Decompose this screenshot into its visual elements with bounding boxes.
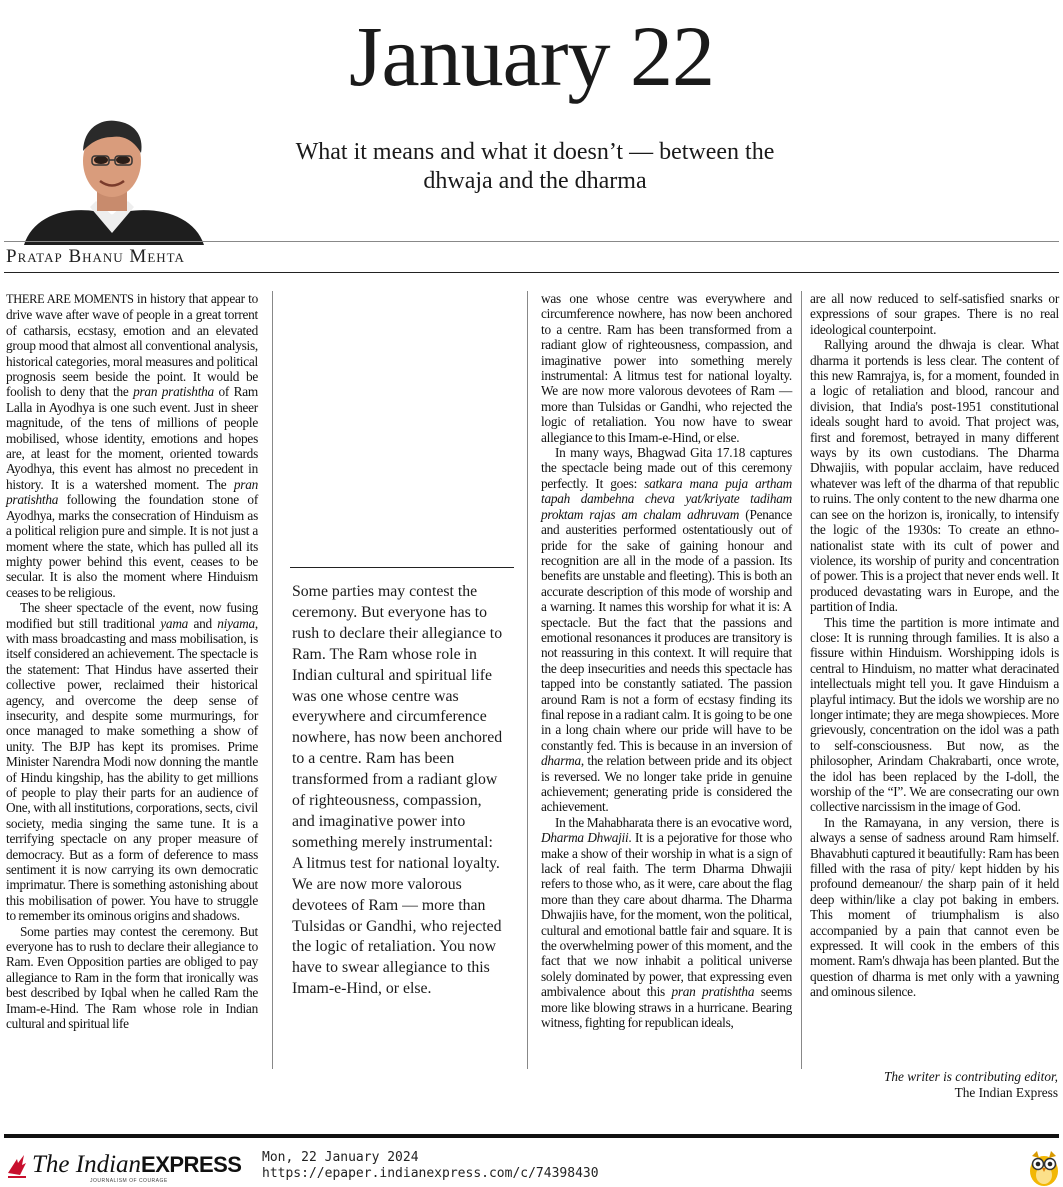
logo-tagline: JOURNALISM OF COURAGE <box>90 1178 168 1184</box>
paragraph: was one whose centre was everywhere and circumference nowhere, has now been anchored to a centre. Ram has been transformed from a radiant glow of righteousness, compassion, and imaginative power into something merely instrumental: A litmus test for national loyalty. We are now more valorous devotees of Ram — more than Tulsidas or Gandhi, who rejected the logic of retaliation. You now have to swear allegiance to this Imam-e-Hind, or else. <box>541 291 792 445</box>
paragraph: THERE ARE MOMENTS in history that appear to drive wave after wave of people in a great torrent of catharsis, ecstasy, emotion and an elevated group mood that almost all conventional analysis, historical categories, moral measures and political prognosis seem beside the point. It would be foolish to deny that the pran pratishtha of Ram Lalla in Ayodhya is one such event. Just in sheer magnitude, of the tens of millions of people mobilised, whose identity, emotions and hopes are, at least for the moment, oriented towards Ayodhya, this event has almost no precedent in history. It is a watershed moment. The pran pratishtha following the foundation stone of Ayodhya, marks the consecration of Hinduism as a political religion pure and simple. It is not just a moment where the state, which has pulled all its mighty power behind this event, ceases to be secular. It is also the moment where Hinduism ceases to be religious. <box>6 291 259 600</box>
paragraph: Rallying around the dhwaja is clear. What dharma it portends is less clear. The content of this new Ramrajya, is, for a moment, founded in a logic of retaliation and blood, rancour and division, that India's post-1951 constitutional ideals sought hard to avoid. That project was, first and foremost, betrayed in many different ways by its own custodians. The Dharma Dhwajiis, with popular acclaim, have reduced whatever was left of the dharma of that republic to ruins. The only content to the new dharma one can see on the horizon is, ironically, to intensify the logic of the 1930s: To create an ethno-nationalist state with its cult of power and violence, its worship of purity and concentration of power. This is a project that never ends well. It produced devastating wars in Europe, and the partition of India. <box>810 337 1059 615</box>
flame-icon <box>6 1153 28 1179</box>
column-divider <box>527 291 528 1069</box>
paragraph: In many ways, Bhagwad Gita 17.18 captures the spectacle being made out of this ceremony perfectly. It goes: satkara mana puja artham tapah dambehna cheva yat/kriyate tadiham proktam rajas am chalam adhruvam (Penance and austerities performed ostentatiously out of pride for the sake of gaining honour and recognition are all in the mode of a passion. Its benefits are unstable and fleeting). This is both an accurate description of this mode of worship and a warning. It names this worship for what it is: A spectacle. But the fact that the passions and emotional resonances it produces are transitory is not reassuring in this context. It will require that the deep insecurities and needs this spectacle has tapped into be constantly satiated. The passion around Ram is not a form of ecstasy finding its final repose in a radiant calm. It is going to be one in a long chain where our pride will have to be constantly fed. This is because in an inversion of dharma, the relation between pride and its object is reversed. We no longer take pride in genuine achievement; generating pride is considered the achievement. <box>541 445 792 815</box>
indian-express-logo[interactable] <box>6 1151 260 1185</box>
column-divider <box>272 291 273 1069</box>
edition-info <box>262 1150 599 1181</box>
column-divider <box>801 291 802 1069</box>
paragraph: In the Ramayana, in any version, there is always a sense of sadness around Ram himself. Bhavabhuti captured it beautifully: Ram has been filled with the rasa of pity/ kept hidden by his profound demeanour/ the sharp pain of it held deep within/like a clay pot baking in embers. This moment of triumphalism is also accompanied by a pain that cannot even be expressed. It will cook in the embers of this moment. Ram's dhwaja has been planted. But the question of dharma is met only with a yawning and ominous silence. <box>810 814 1059 1000</box>
pull-quote-rule <box>290 567 514 568</box>
author-credit <box>860 1069 1058 1101</box>
pull-quote: Some parties may contest the ceremony. But everyone has to rush to declare their allegiance to Ram. The Ram whose role in Indian cultural and spiritual life was one whose centre was everywhere and circumference nowhere, has now been anchored to a centre. Ram has been transformed from a radiant glow of righteousness, compassion, and imaginative power into something merely instrumental: A litmus test for national loyalty. We are now more valorous devotees of Ram — more than Tulsidas or Gandhi, who rejected the logic of retaliation. You now have to swear allegiance to this Imam-e-Hind, or else. <box>292 583 503 998</box>
column-4 <box>810 291 1059 1000</box>
paragraph: In the Mahabharata there is an evocative word, Dharma Dhwajii. It is a pejorative for those who make a show of their worship in what is a sign of lack of real faith. The term Dharma Dhwajii refers to those who, as it were, care about the flag more than they care about dharma. The Dharma Dhwajiis have, for the moment, won the political, cultural and emotional battle fair and square. It is the overwhelming power of this moment, and the fact that we now inhabit a political universe solely dominated by power, that expressing even ambivalence about this pran pratishtha seems more like blowing straws in a hurricane. Bearing witness, fighting for republican ideals, <box>541 814 792 1031</box>
paragraph: Some parties may contest the ceremony. But everyone has to rush to declare their allegiance to Ram. Even Opposition parties are obliged to pay allegiance to Ram in the form that ironically was best described by Iqbal when he called Ram the Imam-e-Hind. The Ram whose role in Indian cultural and spiritual life <box>6 923 258 1032</box>
byline: Pratap Bhanu Mehta <box>6 246 185 267</box>
credit-line-1: The writer is contributing editor, <box>884 1069 1058 1084</box>
paragraph: The sheer spectacle of the event, now fusing modified but still traditional yama and niyama, with mass broadcasting and mass mobilisation, is itself considered an achievement. The spectacle is the statement: That Hindus have asserted their collective power, reclaimed their historical agency, and overcome the deep sense of insecurity, and despite some murmurings, for once managed to make something a show of unity. The BJP has kept its promises. Prime Minister Narendra Modi now donning the mantle of Hindu kingship, has the ability to get millions of people to play their parts for an audience of One, with all institutions, corporations, sects, civil society, media singing the same tune. It is a terrifying spectacle on any proper measure of democracy. But as a form of deference to mass sentiment it is now carrying its own democratic imprimatur. There is something astonishing about this mobilisation of power. You have to struggle to remember its ominous origins and shadows. <box>6 600 258 924</box>
epaper-link[interactable]: https://epaper.indianexpress.com/c/74398430 <box>262 1165 599 1181</box>
logo-wordmark: The IndianEXPRESS <box>32 1151 242 1178</box>
paragraph: This time the partition is more intimate and close: It is running through families. It is also a fissure within Hinduism. Worshipping idols is central to Hinduism, no matter what deracinated intellectuals might tell you. It gave Hinduism a playful intimacy. But the idols we worship are no longer intimate; they are mega showpieces. More grievously, concentration on the idol was a path to self-consciousness. But now, as the philosopher, Arindam Chakrabarti, once wrote, the idol has been replaced by the I-doll, the worship of the “I”. We are consecrating our own collective narcissism in the image of God. <box>810 614 1059 815</box>
deck: What it means and what it doesn’t — between the dhwaja and the dharma <box>295 139 775 194</box>
top-rule <box>4 241 1059 242</box>
edition-date: Mon, 22 January 2024 <box>262 1150 419 1165</box>
footer-rule <box>4 1134 1059 1138</box>
author-portrait <box>4 115 216 245</box>
owl-icon <box>1027 1147 1061 1187</box>
headline: January 22 <box>349 8 714 104</box>
column-1 <box>6 291 258 1032</box>
paragraph: are all now reduced to self-satisfied snarks or expressions of sour grapes. There is no real ideological counterpoint. <box>810 291 1059 337</box>
credit-line-2: The Indian Express <box>954 1085 1058 1100</box>
column-3 <box>541 291 792 1031</box>
byline-rule <box>4 272 1059 273</box>
